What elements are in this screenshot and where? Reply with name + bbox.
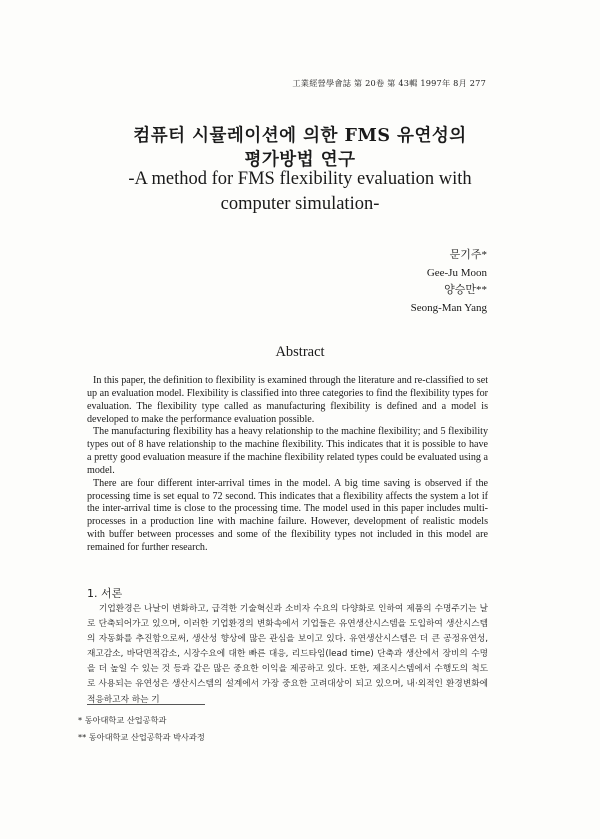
abstract-heading: Abstract — [275, 344, 325, 360]
footnote-divider — [87, 704, 205, 705]
section-body-introduction — [87, 602, 488, 708]
author-block — [287, 247, 487, 317]
body-paragraph: 기업환경은 나날이 변화하고, 급격한 기술혁신과 소비자 수요의 다양화로 인하여 제품의 수명주기는 날로 단축되어가고 있으며, 이러한 기업환경의 변화속에서 기업들은 유연생산시스템을 도입하여 생산시스템의 자동화를 추진함으로써, 생산성 향상에 많은 관심을 보이고 있다. 유연생산시스템은 더 큰 공정유연성, 재고감소, 바닥면적감소, 시장수요에 대한 빠른 대응, 리드타임(lead time) 단축과 생산에서 장비의 수명을 더 높일 수 있는 것 등과 같은 많은 중요한 이익을 제공하고 있다. 또한, 제조시스템에서 수행도의 척도로 사용되는 유연성은 생산시스템의 설계에서 가장 중요한 고려대상이 되고 있으며, 내·외적인 환경변화에 적응하고자 하는 기 — [87, 604, 488, 705]
author-2-english: Seong-Man Yang — [410, 301, 487, 314]
footnote-1: * 동아대학교 산업공학과 — [78, 715, 167, 725]
footnotes — [78, 712, 205, 746]
abstract-paragraph: There are four different inter-arrival times in the model. A big time saving is observed if the processing time is set equal to 72 second. This indicates that a flexibility affects the system a lot if the inter-arrival time is close to the processing time. The model used in this paper includes multi-processes in a production line with machine failure. However, development of realistic models with buffer between processes and some of the flexibility types not included in this model are remained for further research. — [87, 477, 488, 553]
paper-title-english: -A method for FMS flexibility evaluation with computer simulation- — [128, 169, 472, 214]
abstract-body — [87, 375, 488, 555]
footnote-2: ** 동아대학교 산업공학과 박사과정 — [78, 732, 205, 742]
running-header: 工業經營學會誌 第 20卷 第 43輯 1997年 8月 277 — [292, 78, 486, 88]
author-2-korean: 양승만** — [444, 284, 487, 296]
paper-title-korean: 컴퓨터 시뮬레이션에 의한 FMS 유연성의 평가방법 연구 — [133, 126, 467, 170]
abstract-paragraph: In this paper, the definition to flexibility is examined through the literature and re-classified to set up an evaluation model. Flexibility is classified into three categories to find the flexibility types for evaluation. The flexibility type called as manufacturing flexibility is defined and a model is developed to make the performance evaluation possible. — [87, 375, 488, 425]
author-1-english: Gee-Ju Moon — [426, 266, 487, 279]
author-1-korean: 문기주* — [449, 249, 487, 261]
abstract-paragraph: The manufacturing flexibility has a heavy relationship to the machine flexibility; and 5 flexibility types out of 8 have relationship to the machine flexibility. This indicates that it is possible to have a pretty good evaluation measure if the machine flexibility related types could be evaluated using a model. — [87, 426, 488, 476]
section-heading-introduction: 1. 서론 — [87, 587, 123, 600]
